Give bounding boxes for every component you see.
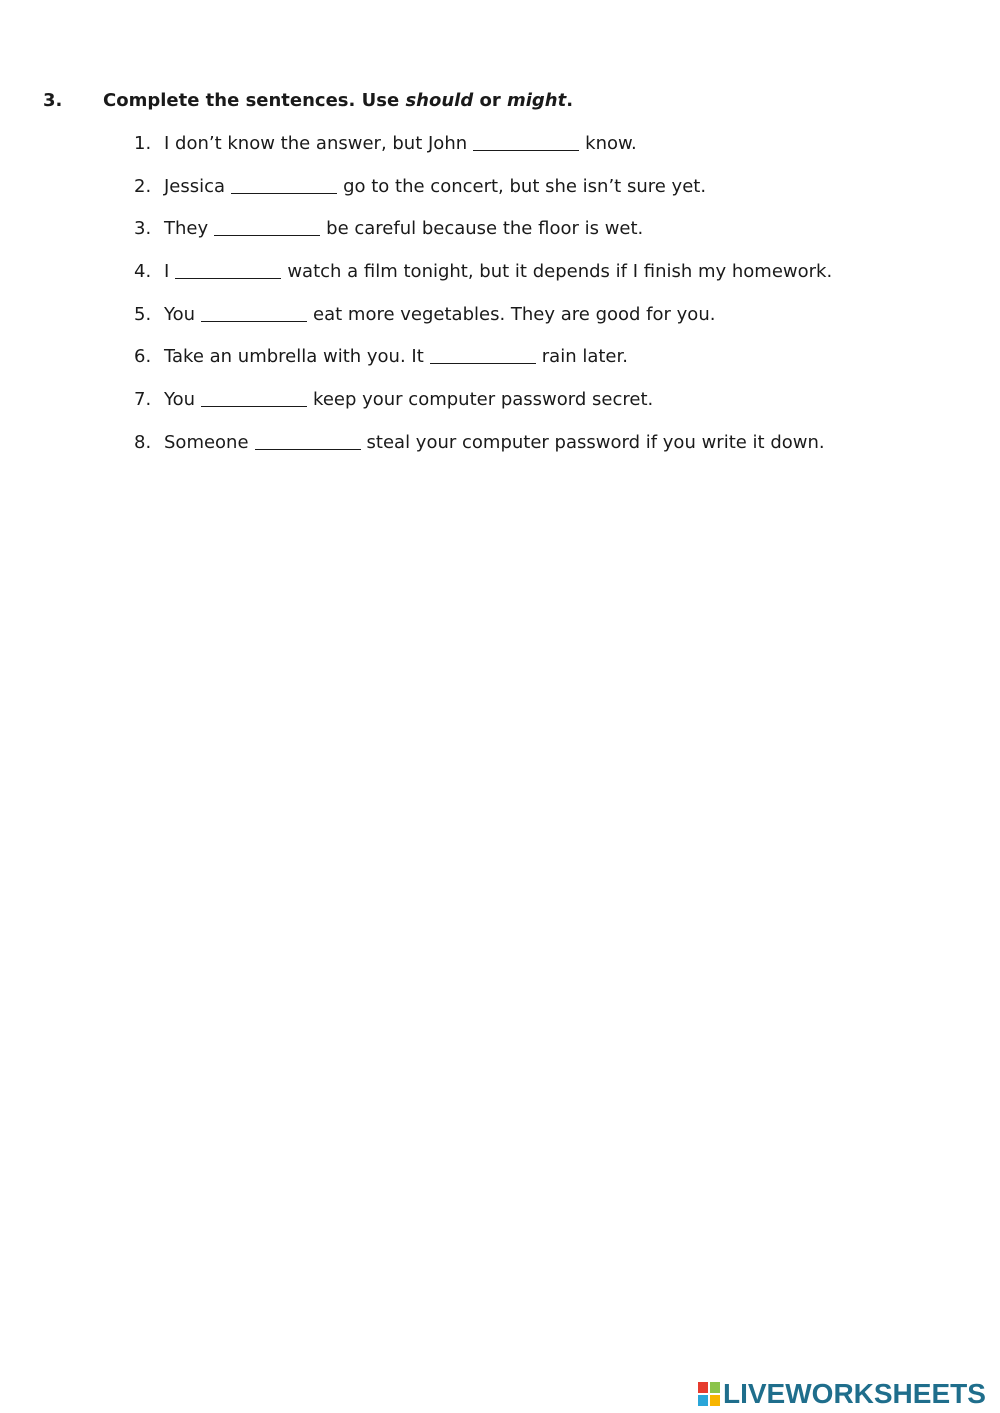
sentence-number: 5. xyxy=(134,303,152,325)
sentence-item xyxy=(134,217,832,260)
sentence-item xyxy=(134,303,832,346)
sentence-after: be careful because the floor is wet. xyxy=(326,218,644,240)
answer-blank[interactable] xyxy=(430,345,536,364)
answer-blank[interactable] xyxy=(231,175,337,194)
sentence-after: watch a film tonight, but it depends if I finish my homework. xyxy=(287,261,833,283)
instruction-connector: or xyxy=(473,90,507,111)
sentence-before: Take an umbrella with you. It xyxy=(164,346,424,368)
sentence-item xyxy=(134,388,832,431)
logo-tiles-icon xyxy=(697,1381,721,1407)
sentence-item xyxy=(134,431,832,474)
instruction-suffix: . xyxy=(566,90,574,111)
sentence-number: 1. xyxy=(134,133,152,154)
sentence-after: keep your computer password secret. xyxy=(313,389,654,411)
sentence-after: steal your computer password if you write it down. xyxy=(366,431,825,453)
sentence-number: 7. xyxy=(134,389,152,411)
liveworksheets-logo xyxy=(697,1378,986,1410)
answer-blank[interactable] xyxy=(214,217,320,236)
exercise-number: 3. xyxy=(43,90,63,111)
sentence-before: Someone xyxy=(164,431,249,453)
instruction-word-might: might xyxy=(506,90,567,111)
answer-blank[interactable] xyxy=(175,260,281,279)
sentence-after: go to the concert, but she isn’t sure yet. xyxy=(343,175,707,197)
sentence-item xyxy=(134,175,832,218)
sentence-before: I xyxy=(164,261,170,283)
answer-blank[interactable] xyxy=(201,388,307,407)
sentence-before: You xyxy=(164,389,196,411)
sentence-number: 4. xyxy=(134,261,152,283)
sentence-number: 2. xyxy=(134,175,152,197)
sentence-before: You xyxy=(164,303,196,325)
logo-tile-red xyxy=(697,1381,709,1394)
sentence-item xyxy=(134,132,832,175)
exercise-instruction xyxy=(103,90,573,111)
instruction-prefix: Complete the sentences. Use xyxy=(103,90,406,111)
sentence-number: 6. xyxy=(134,346,152,368)
sentence-after: know. xyxy=(585,133,637,154)
sentence-list xyxy=(134,132,832,474)
logo-text: LIVEWORKSHEETS xyxy=(723,1378,986,1409)
answer-blank[interactable] xyxy=(473,132,579,151)
answer-blank[interactable] xyxy=(255,431,361,450)
sentence-before: They xyxy=(164,218,209,240)
sentence-before: Jessica xyxy=(164,175,226,197)
sentence-item xyxy=(134,260,832,303)
logo-tile-yellow xyxy=(709,1394,721,1407)
logo-tile-blue xyxy=(697,1394,709,1407)
sentence-number: 8. xyxy=(134,431,152,453)
sentence-after: rain later. xyxy=(541,346,628,368)
answer-blank[interactable] xyxy=(201,303,307,322)
instruction-word-should: should xyxy=(405,90,474,111)
logo-tile-green xyxy=(709,1381,721,1394)
sentence-item xyxy=(134,345,832,388)
sentence-number: 3. xyxy=(134,218,152,240)
sentence-after: eat more vegetables. They are good for you. xyxy=(313,303,716,325)
sentence-before: I don’t know the answer, but John xyxy=(164,133,468,154)
